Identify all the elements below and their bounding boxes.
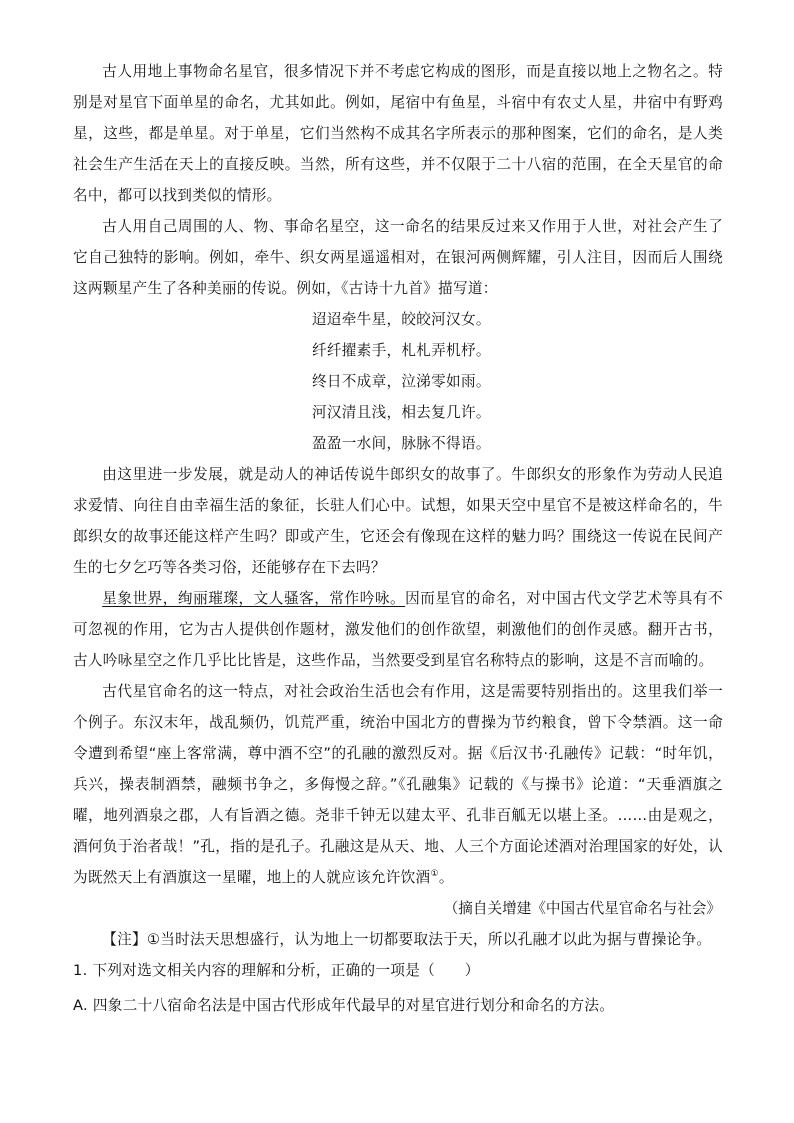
poem-line: 盈盈一水间，脉脉不得语。: [312, 435, 491, 452]
question-stem: 1. 下列对选文相关内容的理解和分析，正确的一项是（ ）: [73, 962, 480, 979]
poem-line: 纤纤擢素手，札札弄机杼。: [312, 342, 491, 359]
underlined-sentence: 星象世界，绚丽璀璨，文人骚客，常作吟咏。: [102, 590, 406, 607]
paragraph-3: 由这里进一步发展，就是动人的神话传说牛郎织女的故事了。牛郎织女的形象作为劳动人民追求爱情、向往自由幸福生活的象征，长驻人们心中。试想，如果天空中星官不是被这样命名的，牛郎织女的故事还能这样产生吗？即或产生，它还会有像现在这样的魅力吗？围绕这一传说在民间产生的七夕乞巧等各类习俗，还能够存在下去吗？: [73, 466, 723, 576]
option-a: A. 四象二十八宿命名法是中国古代形成年代最早的对星官进行划分和命名的方法。: [73, 997, 615, 1014]
poem-block: [73, 304, 723, 459]
paragraph-5: [73, 676, 723, 893]
footnote-marker: ①: [430, 869, 439, 880]
footnote: 【注】①当时法天思想盛行，认为地上一切都要取法于天，所以孔融才以此为据与曹操论争。: [102, 931, 712, 948]
poem-line: 河汉清且浅，相去复几许。: [312, 404, 491, 421]
paragraph-4: [73, 583, 723, 676]
paragraph-2: 古人用自己周围的人、物、事命名星空，这一命名的结果反过来又作用于人世，对社会产生了它自己独特的影响。例如，牵牛、织女两星遥遥相对，在银河两侧辉耀，引人注目，因而后人围绕这两颗星产生了各种美丽的传说。例如，《古诗十九首》描写道：: [73, 218, 723, 297]
paragraph-5-text: 古代星官命名的这一特点，对社会政治生活也会有作用，这是需要特别指出的。这里我们举一个例子。东汉末年，战乱频仍，饥荒严重，统治中国北方的曹操为节约粮食，曾下令禁酒。这一命令遭到希望“座上客常满，尊中酒不空”的孔融的激烈反对。据《后汉书·孔融传》记载：“时年饥，兵兴，操表制酒禁，融频书争之，多侮慢之辞。”《孔融集》记载的《与操书》论道：“天垂酒旗之曜，地列酒泉之郡，人有旨酒之德。尧非千钟无以建太平、孔非百觚无以堪上圣。……由是观之，酒何负于治者哉！”孔，指的是孔子。孔融这是从天、地、人三个方面论述酒对治理国家的好处，认为既然天上有酒旗这一星曜，地上的人就应该允许饮酒: [73, 683, 723, 886]
poem-line: 终日不成章，泣涕零如雨。: [312, 373, 491, 390]
paragraph-1: 古人用地上事物命名星官，很多情况下并不考虑它构成的图形，而是直接以地上之物名之。特别是对星官下面单星的命名，尤其如此。例如，尾宿中有鱼星，斗宿中有农丈人星，井宿中有野鸡星，这些，都是单星。对于单星，它们当然构不成其名字所表示的那种图案，它们的命名，是人类社会生产生活在天上的直接反映。当然，所有这些，并不仅限于二十八宿的范围，在全天星官的命名中，都可以找到类似的情形。: [73, 63, 723, 204]
paragraph-4-rest: 因而星官的命名，对中国古代文学艺术等具有不可忽视的作用，它为古人提供创作题材，激发他们的创作欲望，刺激他们的创作灵感。翻开古书，古人吟咏星空之作几乎比比皆是，这些作品，当然要受到星官名称特点的影响，这是不言而喻的。: [73, 590, 723, 669]
paragraph-5-end: 。: [438, 869, 454, 886]
article-page: [73, 56, 723, 1021]
source-citation: （摘自关增建《中国古代星官命名与社会》: [443, 900, 721, 917]
poem-line: 迢迢牵牛星，皎皎河汉女。: [312, 311, 491, 328]
